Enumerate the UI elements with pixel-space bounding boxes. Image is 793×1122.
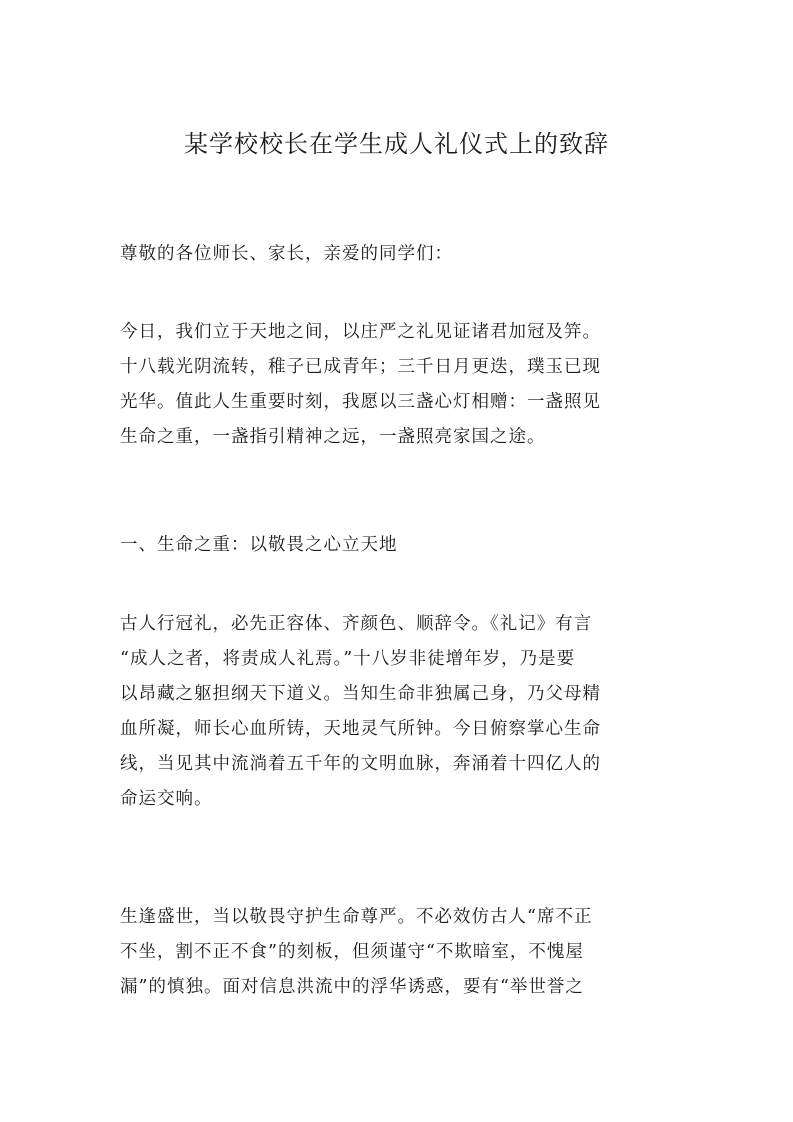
text-line: 生命之重，一盏指引精神之远，一盏照亮家国之途。 <box>120 427 546 447</box>
text-line: 古人行冠礼，必先正容体、齐颜色、顺辞令。《礼记》有言 <box>120 614 593 634</box>
text-line: 线，当见其中流淌着五千年的文明血脉，奔涌着十四亿人的 <box>120 754 601 774</box>
text-line: 今日，我们立于天地之间，以庄严之礼见证诸君加冠及笄。 <box>120 322 601 342</box>
document-title: 某学校校长在学生成人礼仪式上的致辞 <box>184 130 609 158</box>
salutation-paragraph <box>120 237 676 272</box>
text-line: 以昂藏之躯担纲天下道义。当知生命非独属己身，乃父母精 <box>120 684 601 704</box>
text-line: 漏”的慎独。面对信息洪流中的浮华诱惑，要有“举世誉之 <box>120 977 584 997</box>
text-line: 光华。值此人生重要时刻，我愿以三盏心灯相赠：一盏照见 <box>120 392 601 412</box>
text-line: 尊敬的各位师长、家长，亲爱的同学们： <box>120 244 453 264</box>
text-line: 生逢盛世，当以敬畏守护生命尊严。不必效仿古人“席不正 <box>120 907 593 927</box>
text-line: 不坐，割不正不食”的刻板，但须谨守“不欺暗室，不愧屋 <box>120 942 584 962</box>
text-line: 血所凝，师长心血所铸，天地灵气所钟。今日俯察掌心生命 <box>120 719 601 739</box>
text-line: 十八载光阴流转，稚子已成青年；三千日月更迭，璞玉已现 <box>120 357 601 377</box>
body-paragraph <box>120 900 676 1005</box>
text-line: 一、生命之重：以敬畏之心立天地 <box>120 535 398 555</box>
opening-paragraph <box>120 315 676 455</box>
body-paragraph <box>120 607 676 817</box>
text-line: 命运交响。 <box>120 789 213 809</box>
section-heading <box>120 528 676 563</box>
text-line: “成人之者，将责成人礼焉。”十八岁非徒增年岁，乃是要 <box>120 649 576 669</box>
